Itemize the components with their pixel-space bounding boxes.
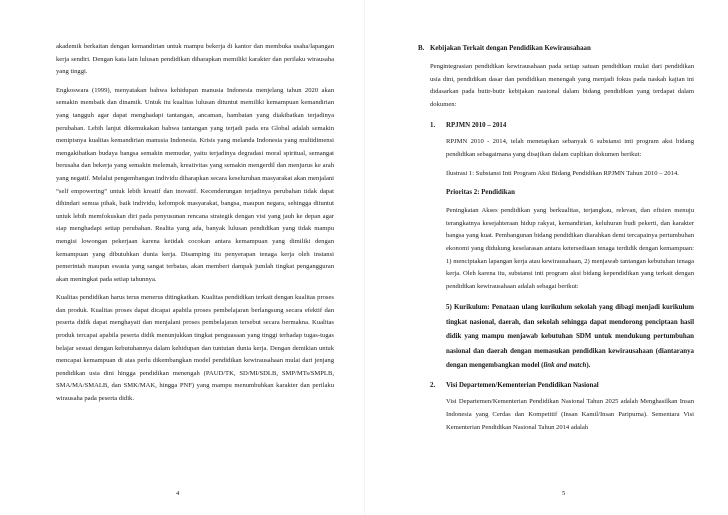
left-paragraph-1: akademik berkaitan dengan kemandirian untuk mampu bekerja di kantor dan membuka usaha/lapangan kerja sendiri. Dengan kata lain lulusan pendidikan diharapkan memiliki karakter dan perilaku wirausaha yang tinggi.: [56, 43, 334, 76]
item-2-paragraph: Visi Departemen/Kementerian Pendidikan Nasional Tahun 2025 adalah Menghasilkan Insan Indonesia yang Cerdas dan Kompetitif (Insan Kamil/Insan Paripurna). Sementara Visi Kementerian Pendidikan Nasional Tahun 2014 adalah: [446, 398, 694, 431]
curriculum-link-term: link and match: [543, 361, 587, 369]
item-2-number: 2.: [430, 382, 436, 390]
left-paragraph-2: Engkoswara (1999), menyatakan bahwa kehidupan manusia Indonesia menjelang tahun 2020 akan semakin membaik dan dinamik. Untuk itu kualitas lulusan dituntut memiliki kemampuan kemandirian yang tangguh agar dapat menghadapi tantangan, ancaman, hambatan yang diakibatkan terjadinya perubahan. Lebih lanjut dikemukakan bahwa tantangan yang terjadi pada era Global adalah semakin menipisnya kualitas kemandirian manusia Indonesia. Krisis yang melanda Indonesia yang multidimensi mengakibatkan budaya bangsa semakin memudar, yaitu terjadinya degradasi moral spiritual, semangat berusaha dan bekerja yang semakin melemah, kreativitas yang semakin mengerdil dan menjurus ke arah yang negatif. Melalui pengembangan individu diharapkan secara keseluruhan masyarakat akan menjalani “self empowering” untuk lebih kreatif dan inovatif. Kecenderungan terjadinya perubahan tidak dapat dihindari semua pihak, baik individu, kelompok masyarakat, bangsa, maupun negara, sehingga dituntut untuk lebih memfokuskan diri pada penyusunan rencana strategik dengan visi yang jauh ke depan agar siap menghadapi setiap perubahan. Realita yang ada, banyak lulusan pendidikan yang tidak mampu mengisi lowongan pekerjaan karena ketidak cocokan antara kemampuan yang dimiliki dengan kemampuan yang dibutuhkan dunia kerja. Disamping itu penyerapan tenaga kerja oleh instansi pemerintah maupun swasta yang sangat terbatas, akan memberi dampak jumlah tingkat pengangguran akan meningkat pada setiap tahunnya.: [56, 86, 334, 283]
item-2-heading: [430, 379, 694, 392]
curriculum-text-a: 5) Kurikulum: Penataan ulang kurikulum sekolah yang dibagi menjadi kurikulum tingkat nasional, daerah, dan sekolah sehingga dapat mendorong penciptaan hasil didik yang mampu menjawab kebutuhan SDM untuk mendukung pertumbuhan nasional dan daerah dengan memasukan pendidikan kewirausahaan (diantaranya dengan mengembangkan model (: [446, 304, 694, 369]
item-1-illustration-caption: Ilustrasi 1: Substansi Inti Program Aksi Bidang Pendidikan RPJMN Tahun 2010 – 2014.: [446, 169, 679, 177]
item-1-title: RPJMN 2010 – 2014: [446, 122, 507, 130]
item-1-priority: Prioritas 2: Pendidikan: [446, 189, 515, 197]
curriculum-text-b: ).: [586, 361, 591, 369]
right-page: [364, 0, 728, 515]
page-number-left: 4: [176, 490, 180, 497]
item-1-curriculum: [446, 301, 694, 373]
item-1-quote: Peningkatan Akses pendidikan yang berkualitas, terjangkau, relevan, dan efisien menuju terangkatnya kesejahteraan hidup rakyat, kemandirian, keluhuran budi pekerti, dan karakter bangsa yang kuat. Pembangunan bidang pendidikan diarahkan demi tercapainya pertumbuhan ekonomi yang didukung keselarasan antara ketersediaan tenaga terdidik dengan kemampuan: 1) menciptakan lapangan kerja atau kewirausahaan, 2) menjawab tantangan kebutuhan tenaga kerja. Oleh karena itu, substansi inti program aksi bidang kependidikan yang terkait dengan pendidikan kewirausahaan adalah sebagai berikut:: [446, 207, 694, 290]
item-2-title: Visi Departemen/Kementerian Pendidikan Nasional: [446, 382, 599, 390]
left-paragraph-3: Kualitas pendidikan harus terus menerus ditingkatkan. Kualitas pendidikan terkait dengan kualitas proses dan produk. Kualitas proses dapat dicapai apabila proses pembelajaran berlangsung secara efektif dan peserta didik dapat menghayati dan menjalani proses pembelajaran tersebut secara bermakna. Kualitas produk tercapai apabila peserta didik menunjukkan tingkat penguasaan yang tinggi terhadap tugas-tugas belajar sesuai dengan kebutuhannya dalam kehidupan dan tuntutan dunia kerja. Dengan demikian untuk mencapai kemampuan di atas perlu dikembangkan model pendidikan kewirausahaan mulai dari jenjang pendidikan usia dini hingga pendidikan menengah (PAUD/TK, SD/MI/SDLB, SMP/MTs/SMPLB, SMA/MA/SMALB, dan SMK/MAK, hingga PNF) yang mampu menumbuhkan karakter dan perilaku wirausaha pada peserta didik.: [56, 294, 334, 403]
section-b-title: Kebijakan Terkait dengan Pendidikan Kewirausahaan: [430, 45, 591, 52]
item-1-paragraph: RPJMN 2010 - 2014, telah menetapkan sebanyak 6 substansi inti program aksi bidang pendidikan sebagaimana yang disajikan dalam cuplikan dokumen berikut:: [446, 138, 694, 158]
section-b-intro: Pengintegrasian pendidikan kewirausahaan pada setiap satuan pendidikan mulai dari pendidikan usia dini, pendidikan dasar dan pendidikan menengah yang menjadi fokus pada naskah kajian ini didasarkan pada butir-butir kebijakan nasional dalam bidang pendidikan yang terdapat dalam dokumen:: [430, 63, 694, 108]
page-number-right: 5: [562, 490, 566, 497]
section-b-label: B.: [418, 45, 425, 52]
item-1-number: 1.: [430, 122, 436, 130]
section-b-heading: [418, 42, 694, 55]
item-1-heading: [430, 119, 694, 132]
